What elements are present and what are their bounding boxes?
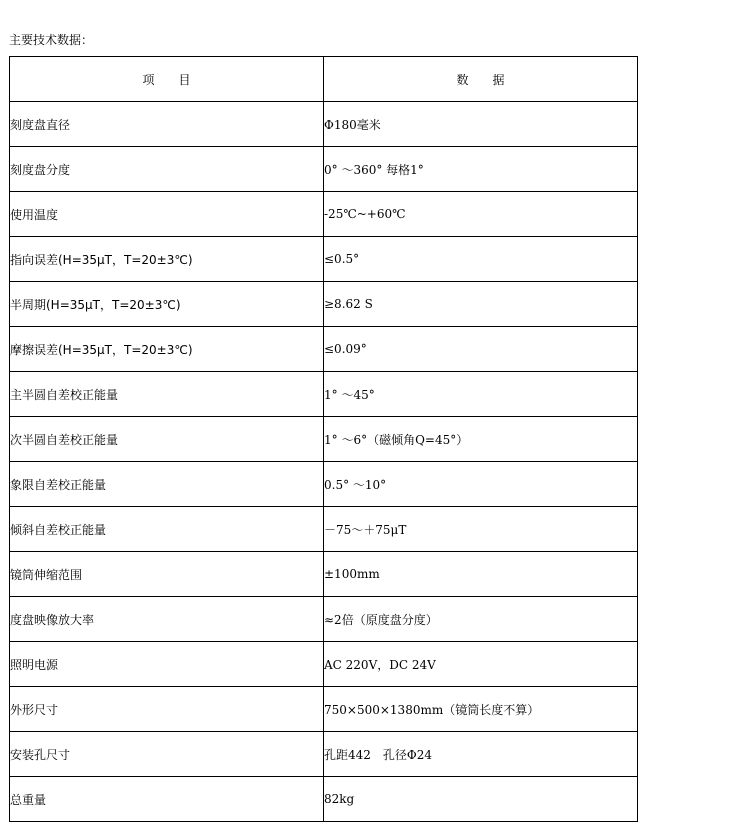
section-heading: 主要技术数据：	[9, 33, 94, 47]
column-header-item: 项 目	[10, 57, 324, 102]
row-item-label: 总重量	[10, 777, 324, 822]
row-item-label: 安装孔尺寸	[10, 732, 324, 777]
table-row	[10, 417, 638, 462]
row-item-value: ±100mm	[324, 552, 638, 597]
row-item-label: 次半圆自差校正能量	[10, 417, 324, 462]
row-item-value: 1° ～45°	[324, 372, 638, 417]
row-item-label: 象限自差校正能量	[10, 462, 324, 507]
row-item-label: 倾斜自差校正能量	[10, 507, 324, 552]
row-item-label: 半周期(H=35μT，T=20±3℃)	[10, 282, 324, 327]
table-row	[10, 327, 638, 372]
column-header-value: 数 据	[324, 57, 638, 102]
row-item-value: ≤0.09°	[324, 327, 638, 372]
table-row	[10, 732, 638, 777]
table-row	[10, 372, 638, 417]
table-row	[10, 777, 638, 822]
row-item-value: 82kg	[324, 777, 638, 822]
table-row	[10, 597, 638, 642]
row-item-value: ≥8.62 S	[324, 282, 638, 327]
table-row	[10, 282, 638, 327]
row-item-value: 孔距442 孔径Φ24	[324, 732, 638, 777]
table-row	[10, 192, 638, 237]
row-item-value: 0° ～360° 每格1°	[324, 147, 638, 192]
row-item-label: 刻度盘直径	[10, 102, 324, 147]
row-item-label: 主半圆自差校正能量	[10, 372, 324, 417]
table-row	[10, 507, 638, 552]
table-row	[10, 237, 638, 282]
table-row	[10, 147, 638, 192]
row-item-label: 度盘映像放大率	[10, 597, 324, 642]
table-header-row	[10, 57, 638, 102]
row-item-value: －75～＋75μT	[324, 507, 638, 552]
row-item-value: ≤0.5°	[324, 237, 638, 282]
spec-table	[9, 56, 638, 822]
row-item-value: 0.5° ～10°	[324, 462, 638, 507]
row-item-value: ≈2倍（原度盘分度）	[324, 597, 638, 642]
table-row	[10, 552, 638, 597]
row-item-label: 外形尺寸	[10, 687, 324, 732]
row-item-value: AC 220V，DC 24V	[324, 642, 638, 687]
row-item-value: 750×500×1380mm（镜筒长度不算）	[324, 687, 638, 732]
row-item-label: 指向误差(H=35μT，T=20±3℃)	[10, 237, 324, 282]
row-item-label: 刻度盘分度	[10, 147, 324, 192]
row-item-value: -25℃~+60℃	[324, 192, 638, 237]
table-row	[10, 462, 638, 507]
row-item-label: 照明电源	[10, 642, 324, 687]
row-item-label: 镜筒伸缩范围	[10, 552, 324, 597]
row-item-value: 1° ～6°（磁倾角Q=45°）	[324, 417, 638, 462]
row-item-label: 使用温度	[10, 192, 324, 237]
table-row	[10, 102, 638, 147]
row-item-label: 摩擦误差(H=35μT，T=20±3℃)	[10, 327, 324, 372]
row-item-value: Φ180毫米	[324, 102, 638, 147]
table-row	[10, 687, 638, 732]
table-row	[10, 642, 638, 687]
